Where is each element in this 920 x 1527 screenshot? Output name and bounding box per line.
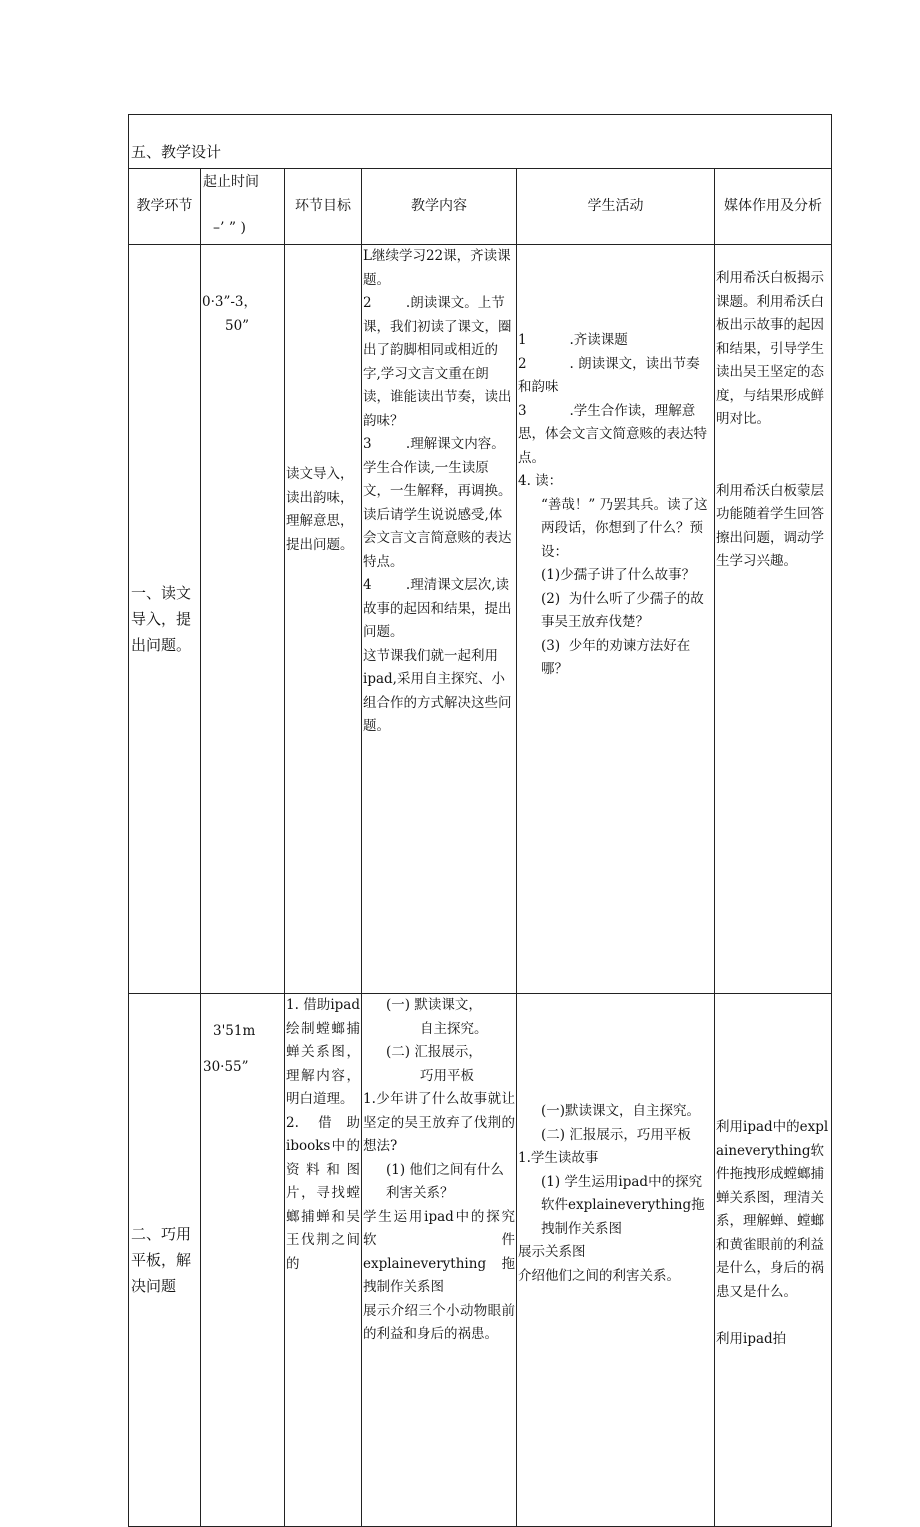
media-item: 利用ipad中的explaineverything软件拖拽形成螳螂捕蝉关系图，理清关系，理解蝉、螳螂和黄雀眼前的利益是什么，身后的祸患又是什么。 <box>716 1119 829 1300</box>
activity-item: “善哉！” 乃罢其兵。读了这两段话，你想到了什么？预设： <box>541 496 708 560</box>
activity-item: 1.学生读故事 <box>518 1150 599 1166</box>
activity-item: 4. 读： <box>518 473 563 489</box>
header-activity: 学生活动 <box>517 169 715 245</box>
teaching-design-document <box>128 114 831 1527</box>
content-item: 学生运用ipad中的探究 软件 explaineverything 拖拽制作关系图 <box>363 1208 515 1295</box>
media-item: 利用ipad拍 <box>716 1331 787 1347</box>
content-item: 巧用平板 <box>420 1067 474 1084</box>
header-time <box>201 169 285 245</box>
teaching-design-table <box>128 114 832 1527</box>
content-item: 4 .理清课文层次,读故事的起因和结果，提出问题。 <box>363 577 512 640</box>
activity-item: (二) 汇报展示，巧用平板 <box>541 1126 691 1143</box>
activity-item: 2 . 朗读课文，读出节奏和韵味 <box>518 355 700 395</box>
activity-item: (3) 少年的劝谏方法好在哪？ <box>541 637 691 677</box>
activity-item: (一)默读课文，自主探究。 <box>541 1103 701 1119</box>
stage-cell: 一、读文导入，提出问题。 <box>129 245 201 994</box>
stage-cell: 二、巧用平板，解决问题 <box>129 994 201 1527</box>
goal-cell <box>285 994 362 1527</box>
time-start: 0·3”-3， <box>202 294 258 310</box>
time-end: 30·55” <box>203 1058 249 1075</box>
header-media: 媒体作用及分析 <box>715 169 832 245</box>
content-item: (一) 默读课文， <box>386 997 482 1013</box>
time-start: 3'51m <box>213 1023 256 1039</box>
media-cell <box>715 994 832 1527</box>
goal-item: 1. 借助ipad绘制螳螂捕蝉关系图，理解内容，明白道理。 <box>286 997 360 1107</box>
goal-text: 读文导入，读出韵味，理解意思，提出问题。 <box>286 466 354 553</box>
activity-item: 介绍他们之间的利害关系。 <box>518 1267 680 1284</box>
content-cell <box>362 245 517 994</box>
media-item: 利用希沃白板蒙层功能随着学生回答擦出问题，调动学生学习兴趣。 <box>716 482 824 569</box>
content-item: 1.少年讲了什么故事就让坚定的吴王放弃了伐荆的想法? <box>363 1091 515 1154</box>
content-item: (二) 汇报展示， <box>386 1044 482 1060</box>
activity-cell <box>517 245 715 994</box>
goal-cell <box>285 245 362 994</box>
header-time-label: 起止时间 <box>203 174 259 190</box>
header-time-unit: –’ ” ) <box>213 219 246 236</box>
header-stage: 教学环节 <box>129 169 201 245</box>
activity-item: 3 .学生合作读，理解意思，体会文言文简意赅的表达特点。 <box>518 402 707 466</box>
activity-item: 展示关系图 <box>518 1244 586 1260</box>
activity-item: (2) 为什么听了少孺子的故事吴王放弃伐楚？ <box>541 590 704 630</box>
header-content: 教学内容 <box>362 169 517 245</box>
content-item: 2 .朗读课文。上节课，我们初读了课文，圈出了韵脚相同或相近的字,学习文言文重在朗读，谁能读出节奏，读出韵味？ <box>363 295 512 429</box>
activity-item: (1)少孺子讲了什么故事？ <box>541 567 696 583</box>
content-item: 3 .理解课文内容。学生合作读,一生读原文，一生解释，再调换。读后请学生说说感受,体会文言文言简意赅的表达特点。 <box>363 436 512 570</box>
activity-item: 1 .齐读课题 <box>518 332 628 348</box>
media-item: 利用希沃白板揭示课题。利用希沃白板出示故事的起因和结果，引导学生读出吴王坚定的态度，与结果形成鲜明对比。 <box>716 270 824 427</box>
section-title: 五、教学设计 <box>129 115 832 169</box>
goal-item: 2. 借助ibooks中的资料和图片，寻找螳螂捕蝉和吴王伐荆之间的 <box>286 1114 360 1272</box>
media-cell <box>715 245 832 994</box>
header-row <box>129 169 832 245</box>
activity-item: (1) 学生运用ipad中的探究软件explaineverything拖拽制作关系图 <box>541 1173 705 1237</box>
activity-cell <box>517 994 715 1527</box>
content-item: L继续学习22课，齐读课题。 <box>363 248 511 288</box>
time-cell <box>201 245 285 994</box>
table-row <box>129 994 832 1527</box>
content-item: 自主探究。 <box>420 1020 488 1037</box>
content-item: 展示介绍三个小动物眼前的利益和身后的祸患。 <box>363 1302 515 1342</box>
content-item: 这节课我们就一起利用ipad,采用自主探究、小组合作的方式解决这些问题。 <box>363 647 512 734</box>
content-cell <box>362 994 517 1527</box>
time-cell <box>201 994 285 1527</box>
table-row <box>129 245 832 994</box>
header-goal: 环节目标 <box>285 169 362 245</box>
content-item: (1) 他们之间有什么利害关系？ <box>386 1161 504 1201</box>
time-end: 50” <box>225 317 250 334</box>
